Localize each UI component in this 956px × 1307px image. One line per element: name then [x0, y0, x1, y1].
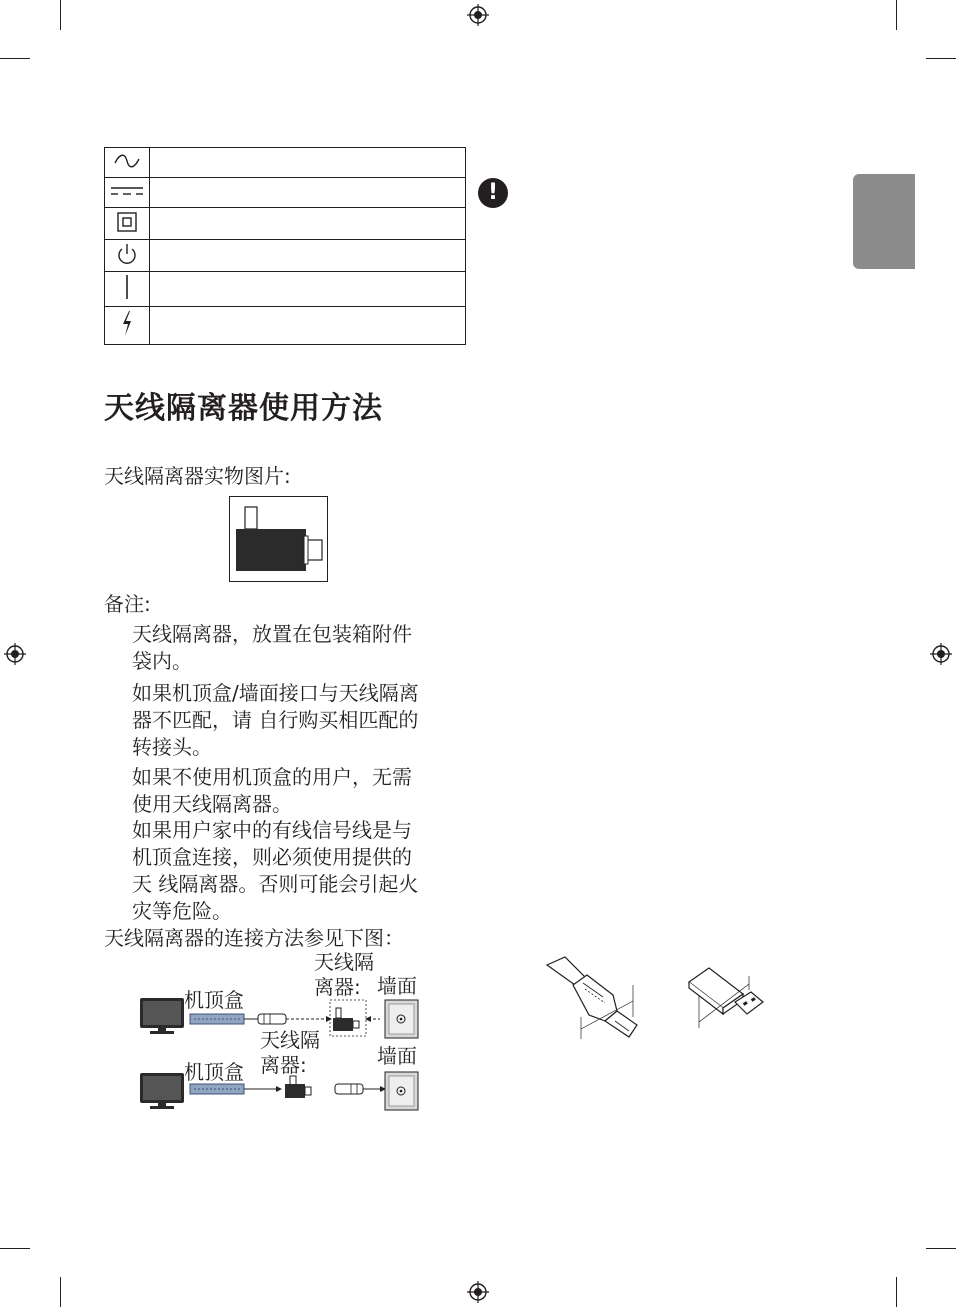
ac-tilde-icon: [105, 148, 150, 178]
standby-power-icon: [105, 240, 150, 272]
wall-socket-icon: [385, 1072, 418, 1110]
section-title: 天线隔离器使用方法: [104, 391, 383, 426]
photo-label: 天线隔离器实物图片:: [104, 464, 291, 488]
note-line: 天 线隔离器。否则可能会引起火: [132, 872, 419, 896]
table-row: [105, 240, 466, 272]
dc-lines-icon: [105, 178, 150, 208]
isolator-label: [260, 1028, 320, 1078]
isolator-icon: [330, 1000, 366, 1036]
notes-label: 备注:: [104, 592, 151, 616]
crop-mark: [0, 58, 30, 59]
symbol-description: [149, 240, 465, 272]
symbol-description: [149, 178, 465, 208]
tv-icon: [140, 1073, 184, 1109]
wall-label: 墙面: [377, 974, 417, 998]
set-top-box-icon: [190, 1014, 244, 1024]
isolator-label-line: 离器:: [260, 1053, 307, 1077]
symbol-description: [149, 272, 465, 307]
crop-mark: [926, 1248, 956, 1249]
crop-mark: [896, 1277, 897, 1307]
symbol-table: [104, 147, 466, 345]
table-row: [105, 208, 466, 240]
table-row: [105, 178, 466, 208]
registration-mark-icon: [467, 4, 489, 26]
set-top-box-icon: [190, 1084, 244, 1094]
symbol-description: [149, 148, 465, 178]
class2-square-icon: [105, 208, 150, 240]
tv-icon: [140, 998, 184, 1034]
registration-mark-icon: [4, 643, 26, 665]
wall-socket-icon: [385, 1000, 418, 1038]
note-line: 灾等危险。: [132, 899, 232, 923]
registration-mark-icon: [930, 643, 952, 665]
hdmi-connector-icon: [545, 955, 645, 1045]
isolator-label-line: 天线隔: [314, 950, 374, 974]
power-on-line-icon: [105, 272, 150, 307]
note-item: [132, 680, 452, 761]
crop-mark: [896, 0, 897, 30]
note-item: [132, 764, 452, 818]
coax-plug-icon: [258, 1014, 286, 1024]
isolator-label-line: 天线隔: [260, 1028, 320, 1052]
note-line: 袋内。: [132, 649, 192, 673]
usb-connector-icon: [685, 962, 770, 1042]
isolator-label-line: 离器:: [314, 975, 361, 999]
symbol-description: [149, 208, 465, 240]
dangerous-voltage-icon: [105, 307, 150, 345]
table-row: [105, 272, 466, 307]
symbol-description: [149, 307, 465, 345]
isolator-icon: [285, 1076, 311, 1098]
registration-mark-icon: [467, 1281, 489, 1303]
exclamation-icon: !: [478, 178, 508, 208]
stb-label: 机顶盒: [184, 988, 244, 1012]
crop-mark: [926, 58, 956, 59]
note-line: 如果机顶盒/墙面接口与天线隔离: [132, 681, 419, 705]
wall-label: 墙面: [377, 1044, 417, 1068]
note-line: 如果用户家中的有线信号线是与: [132, 818, 412, 842]
language-tab: [853, 174, 915, 269]
table-row: [105, 307, 466, 345]
table-row: [105, 148, 466, 178]
coax-plug-icon: [335, 1084, 363, 1094]
crop-mark: [0, 1248, 30, 1249]
note-line: 使用天线隔离器。: [132, 792, 292, 816]
note-line: 器不匹配，请 自行购买相匹配的: [132, 708, 419, 732]
note-line: 天线隔离器，放置在包装箱附件: [132, 622, 412, 646]
stb-label: 机顶盒: [184, 1060, 244, 1084]
note-line: 转接头。: [132, 735, 212, 759]
note-line: 如果不使用机顶盒的用户，无需: [132, 765, 412, 789]
crop-mark: [60, 0, 61, 30]
isolator-photo: [229, 496, 328, 582]
note-item: [132, 817, 452, 925]
note-item: [132, 621, 452, 675]
isolator-label: [314, 950, 374, 1000]
crop-mark: [60, 1277, 61, 1307]
note-line: 机顶盒连接，则必须使用提供的: [132, 845, 412, 869]
connect-label: 天线隔离器的连接方法参见下图：: [104, 926, 404, 950]
